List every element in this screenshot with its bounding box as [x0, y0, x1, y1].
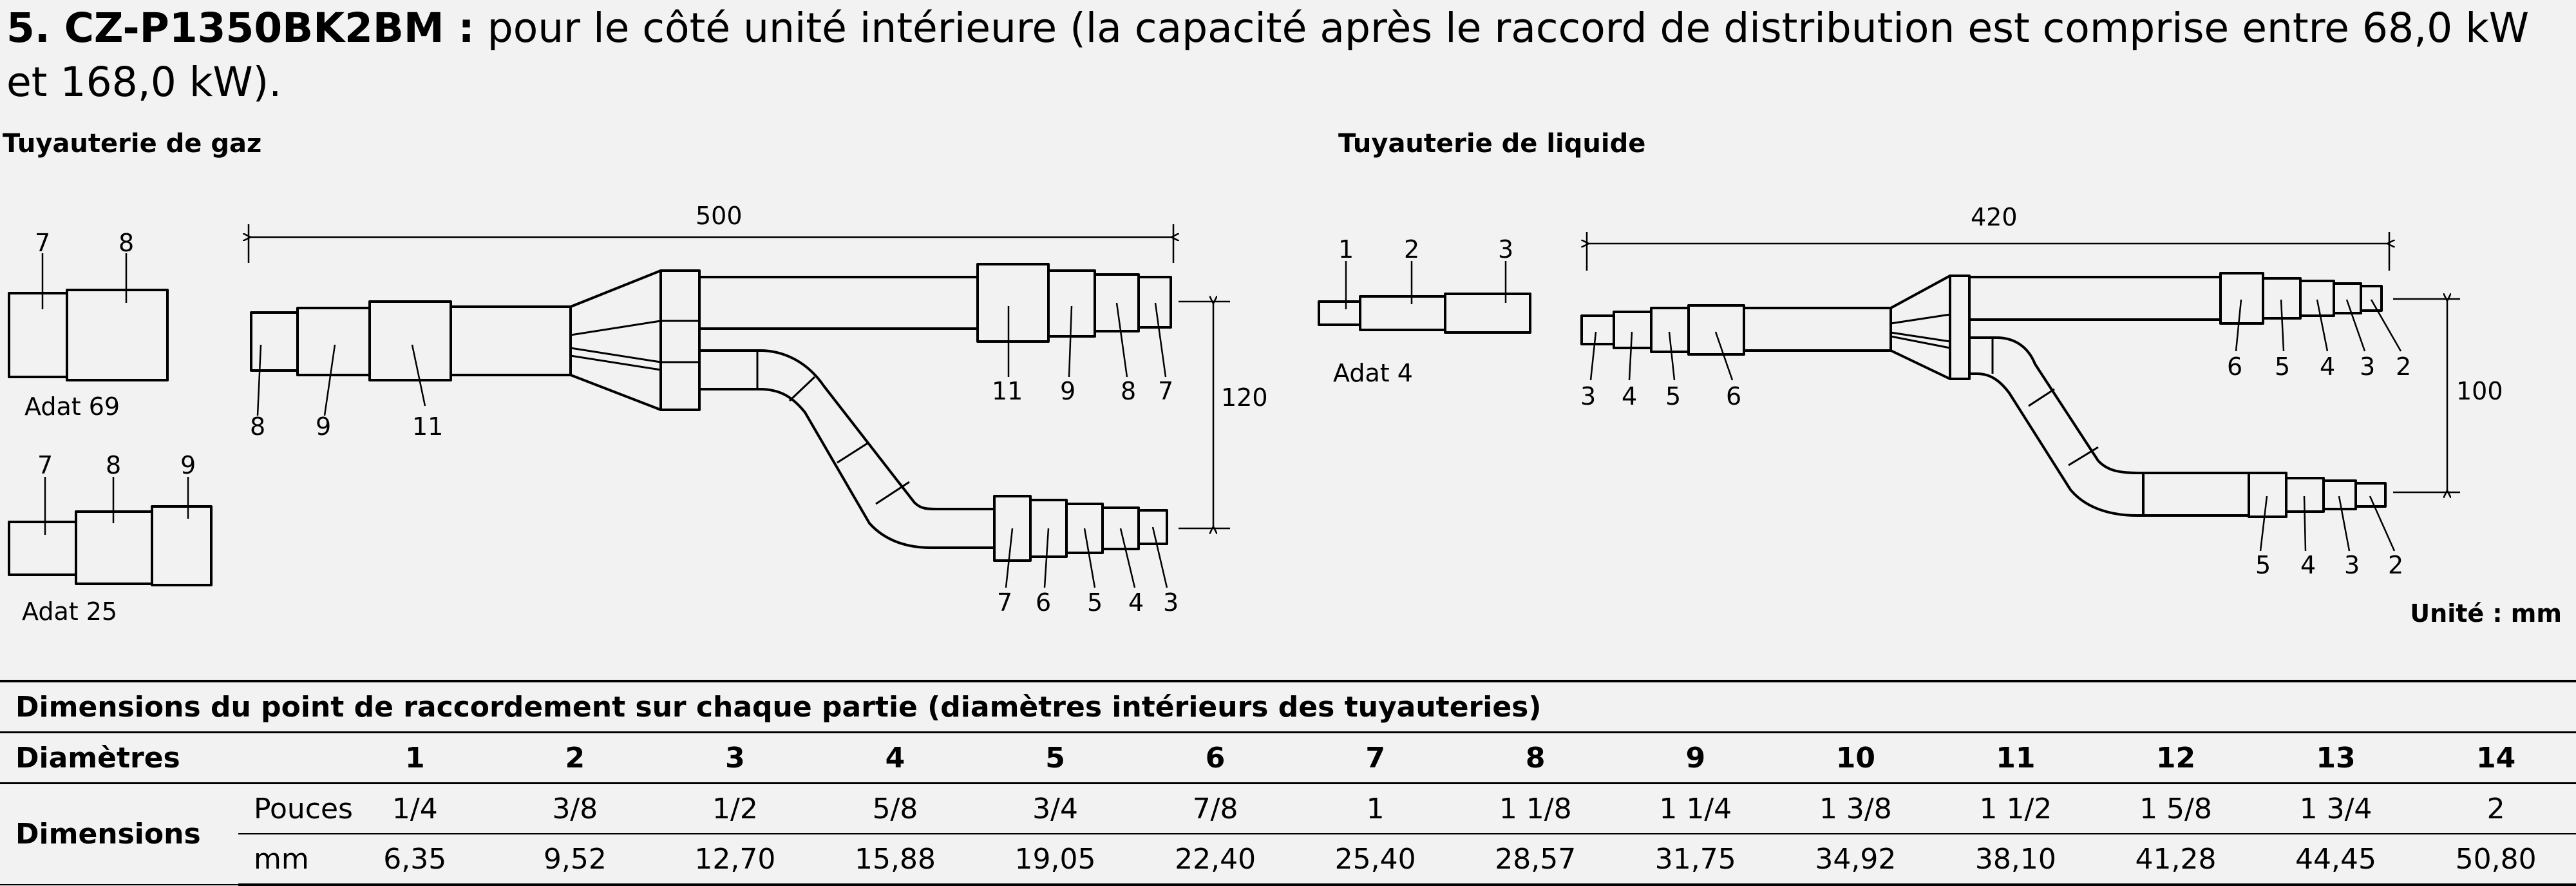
liquid-adapter-label-2: 3 [1498, 235, 1514, 264]
liquid-inlet-label-2: 5 [1665, 382, 1681, 410]
diameter-header-cell: 11 [1936, 733, 2096, 784]
inches-value-cell: 5/8 [815, 784, 976, 834]
mm-value-cell: 41,28 [2096, 834, 2256, 885]
liquid-length-dimension: 420 [1971, 203, 2018, 231]
liquid-upper-label-3: 3 [2360, 352, 2376, 381]
gas-lower-label-1: 6 [1036, 588, 1052, 617]
pipe-section [2221, 273, 2263, 323]
liquid-upper-label-0: 6 [2227, 352, 2243, 381]
gas-inlet-label-2: 11 [412, 412, 444, 441]
pipe-section [370, 302, 451, 380]
pipe-section [2324, 481, 2356, 509]
adapter-section [1360, 296, 1445, 330]
table-title: Dimensions du point de raccordement sur chaque partie (diamètres intérieurs des tuyauteries) [0, 681, 2576, 733]
pipe-section [2143, 473, 2249, 515]
liquid-inlet-label-0: 3 [1580, 382, 1596, 410]
pipe-section [251, 313, 298, 371]
gas-adapter-69-label-0: 7 [35, 229, 51, 257]
model-number: 5. CZ-P1350BK2BM : [6, 5, 475, 52]
mm-value-cell: 44,45 [2256, 834, 2416, 885]
gas-upper-label-1: 9 [1060, 377, 1076, 405]
adapter-section [1319, 302, 1360, 325]
gas-adapter-69-name: Adat 69 [24, 392, 120, 421]
diameters-label: Diamètres [0, 733, 335, 784]
diameter-header-cell: 12 [2096, 733, 2256, 784]
pipe-section [978, 264, 1048, 342]
liquid-lower-label-0: 5 [2255, 551, 2271, 579]
diameter-header-cell: 1 [335, 733, 495, 784]
pipe-section [699, 277, 978, 329]
liquid-lower-label-1: 4 [2300, 551, 2316, 579]
inches-value-cell: 3/4 [975, 784, 1135, 834]
collar [661, 271, 699, 410]
pipe-section [1582, 316, 1614, 344]
mm-value-cell: 6,35 [335, 834, 495, 885]
pipe-section [1744, 308, 1891, 351]
gas-piping-title: Tuyauterie de gaz [3, 129, 262, 159]
diameter-header-cell: 8 [1455, 733, 1616, 784]
diameter-header-cell: 9 [1616, 733, 1776, 784]
liquid-adapter-name: Adat 4 [1333, 359, 1413, 387]
adapter-section [67, 290, 167, 380]
dimensions-table [0, 680, 2576, 886]
liquid-inlet-label-1: 4 [1622, 382, 1638, 410]
liquid-piping-title: Tuyauterie de liquide [1338, 129, 1646, 159]
gas-adapter-25-label-1: 8 [106, 451, 122, 479]
inches-row [0, 784, 2576, 834]
diameter-header-cell: 3 [655, 733, 815, 784]
diameter-header-cell: 5 [975, 733, 1135, 784]
elbow-pipe [1969, 338, 2143, 515]
gas-length-dimension: 500 [696, 202, 743, 230]
pipe-section [2249, 473, 2286, 517]
dimensions-group-label: Dimensions [0, 784, 238, 885]
adapter-section [152, 506, 211, 585]
gas-inlet-label-1: 9 [316, 412, 332, 441]
liquid-upper-label-1: 5 [2275, 352, 2291, 381]
inches-value-cell: 1 1/2 [1936, 784, 2096, 834]
splitter-body [571, 271, 661, 410]
gas-branch-joint [249, 202, 1268, 617]
gas-upper-label-0: 11 [992, 377, 1023, 405]
gas-adapter-25-label-2: 9 [180, 451, 196, 479]
pipe-section [1969, 277, 2221, 320]
inches-value-cell: 7/8 [1135, 784, 1296, 834]
liquid-upper-label-4: 2 [2396, 352, 2412, 381]
heading-text: pour le côté unité intérieure (la capacité après le raccord de distribution est comprise entre 68,0 kW et 168,0 kW). [6, 5, 2529, 106]
pipe-section [451, 307, 571, 375]
splitter-body [1891, 276, 1950, 379]
mm-value-cell: 34,92 [1776, 834, 1936, 885]
inches-value-cell: 1 1/8 [1455, 784, 1616, 834]
inches-value-cell: 3/8 [495, 784, 656, 834]
gas-lower-label-2: 5 [1087, 588, 1103, 617]
mm-value-cell: 50,80 [2416, 834, 2576, 885]
diameter-header-cell: 6 [1135, 733, 1296, 784]
gas-lower-label-3: 4 [1128, 588, 1144, 617]
liquid-lower-label-2: 3 [2344, 551, 2360, 579]
diameter-header-cell: 7 [1295, 733, 1455, 784]
gas-lower-label-0: 7 [997, 588, 1013, 617]
pipe-section [1614, 312, 1651, 348]
mm-value-cell: 19,05 [975, 834, 1135, 885]
mm-value-cell: 15,88 [815, 834, 976, 885]
inches-value-cell: 1 3/4 [2256, 784, 2416, 834]
inches-value-cell: 2 [2416, 784, 2576, 834]
diameters-header-row [0, 733, 2576, 784]
mm-value-cell: 25,40 [1295, 834, 1455, 885]
mm-value-cell: 22,40 [1135, 834, 1296, 885]
inches-value-cell: 1 5/8 [2096, 784, 2256, 834]
liquid-adapter-4 [1319, 235, 1530, 387]
adapter-section [1445, 294, 1530, 332]
diameter-header-cell: 4 [815, 733, 976, 784]
gas-upper-label-2: 8 [1121, 377, 1137, 405]
collar [1950, 276, 1969, 379]
mm-value-cell: 12,70 [655, 834, 815, 885]
row-label-mm: mm [238, 834, 335, 885]
gas-adapter-25-label-0: 7 [37, 451, 53, 479]
diameter-header-cell: 13 [2256, 733, 2416, 784]
mm-value-cell: 9,52 [495, 834, 656, 885]
gas-adapter-25-name: Adat 25 [22, 597, 118, 626]
inches-value-cell: 1/4 [335, 784, 495, 834]
liquid-lower-label-3: 2 [2388, 551, 2404, 579]
gas-height-dimension: 120 [1221, 383, 1268, 412]
gas-adapter-69-label-1: 8 [118, 229, 135, 257]
inches-value-cell: 1 3/8 [1776, 784, 1936, 834]
diameter-header-cell: 2 [495, 733, 656, 784]
gas-upper-label-3: 7 [1158, 377, 1174, 405]
liquid-adapter-label-1: 2 [1404, 235, 1420, 264]
mm-value-cell: 38,10 [1936, 834, 2096, 885]
liquid-upper-label-2: 4 [2320, 352, 2336, 381]
elbow-pipe [699, 351, 994, 548]
pipe-section [298, 308, 370, 375]
adapter-section [9, 293, 67, 377]
inches-value-cell: 1 [1295, 784, 1455, 834]
adapter-section [9, 522, 76, 575]
liquid-height-dimension: 100 [2456, 377, 2503, 405]
inches-value-cell: 1/2 [655, 784, 815, 834]
inches-value-cell: 1 1/4 [1616, 784, 1776, 834]
gas-adapter-69 [9, 229, 167, 421]
pipe-section [2300, 281, 2334, 316]
liquid-branch-joint [1580, 203, 2503, 579]
pipe-section [2334, 284, 2361, 313]
diameter-header-cell: 14 [2416, 733, 2576, 784]
liquid-adapter-label-0: 1 [1338, 235, 1354, 264]
liquid-inlet-label-3: 6 [1726, 382, 1742, 410]
pipe-section [1139, 277, 1171, 327]
diameter-header-cell: 10 [1776, 733, 1936, 784]
gas-lower-label-4: 3 [1163, 588, 1179, 617]
mm-row [0, 834, 2576, 885]
pipe-section [2361, 286, 2382, 311]
gas-adapter-25 [9, 451, 211, 626]
gas-inlet-label-0: 8 [250, 412, 266, 441]
pipe-section [2356, 483, 2385, 506]
mm-value-cell: 31,75 [1616, 834, 1776, 885]
pipe-section [1689, 305, 1744, 354]
mm-value-cell: 28,57 [1455, 834, 1616, 885]
unit-label: Unité : mm [2410, 599, 2562, 628]
row-label-inches: Pouces [238, 784, 335, 834]
